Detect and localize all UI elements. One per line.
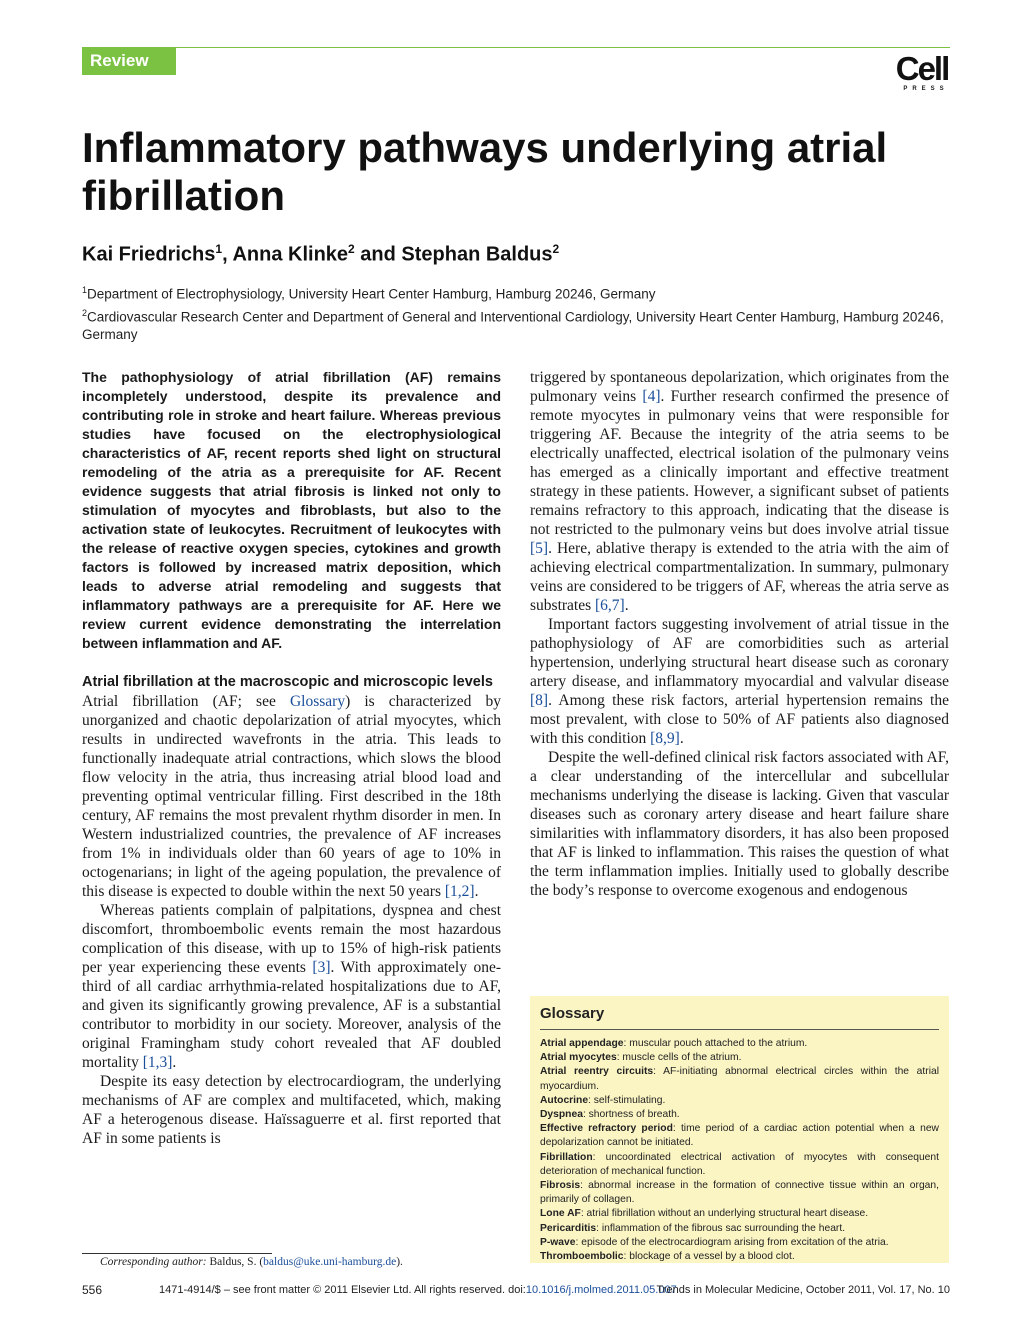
glossary-term: Atrial myocytes <box>540 1052 617 1064</box>
cell-press-logo <box>892 50 952 93</box>
glossary-item <box>540 1222 939 1236</box>
footnote-name: Baldus, S. <box>206 1256 260 1268</box>
footnote-rule <box>82 1253 272 1254</box>
body-paragraph: Despite the well-defined clinical risk factors associated with AF, a clear understanding of the intercellular and subcellular mechanisms underlying the disease is lacking. Given that vascular diseases such as coronary artery disease and heart failure share similarities with inflammatory disorders, it has also been proposed that AF is linked to inflammation. This raises the question of what the term inflammation implies. Initially used to globally describe the body’s response to overcome exogenous and endogenous <box>530 749 949 899</box>
glossary-term: P-wave <box>540 1236 576 1248</box>
citation-link[interactable]: [5] <box>530 540 549 557</box>
glossary-term: Thromboembolic <box>540 1251 624 1263</box>
affiliation-text: Department of Electrophysiology, University Heart Center Hamburg, Hamburg 20246, Germany <box>87 286 656 302</box>
glossary-definition: : blockage of a vessel by a blood clot. <box>623 1251 795 1263</box>
abstract: The pathophysiology of atrial fibrillation (AF) remains incompletely understood, despite its prevalence and contributing role in stroke and heart failure. Whereas previous studies have focused on the electrophysiological characteristics of AF, recent reports shed light on structural remodeling of the atria as a prerequisite for AF. Recent evidence suggests that atrial fibrosis is linked not only to stimulation of myocytes and fibroblasts, but also to the activation state of leukocytes. Recruitment of leukocytes with the release of reactive oxygen species, cytokines and growth factors is followed by increased matrix deposition, which leads to adverse atrial remodeling and suggests that inflammatory pathways are a prerequisite for AF. Here we review current evidence demonstrating the interrelation between inflammation and AF. <box>82 369 501 651</box>
glossary-item <box>540 1207 939 1221</box>
affiliation-item <box>82 304 952 345</box>
text-run: . <box>474 883 479 900</box>
glossary-item <box>540 1065 939 1093</box>
text-run: . Here, ablative therapy is extended to the atria with the aim of achieving electrical compartmentalization. In summary, pulmonary veins are considered to be triggers of AF, whereas the atria serve as substrates <box>530 540 949 614</box>
glossary-box <box>530 996 949 1263</box>
corresponding-author-note <box>100 1256 403 1268</box>
citation-link[interactable]: [8] <box>530 692 549 709</box>
text-run: Whereas patients complain of palpitations, dyspnea and chest discomfort, thromboembolic events remain the most hazardous complication of this disease, with up to 15% of high-risk patients per year experiencing these events <box>82 902 501 976</box>
glossary-item <box>540 1236 939 1250</box>
logo-sub: PRESS <box>903 86 949 92</box>
copyright-line <box>159 1284 677 1296</box>
glossary-term: Atrial appendage <box>540 1038 624 1049</box>
body-paragraph <box>82 901 501 1072</box>
glossary-term: Fibrillation <box>540 1151 593 1163</box>
author-separator: , <box>222 243 233 266</box>
text-run: Atrial fibrillation (AF; see <box>82 693 290 710</box>
citation-link[interactable]: [8,9] <box>650 730 680 747</box>
glossary-term: Lone AF <box>540 1208 581 1220</box>
glossary-term: Dyspnea <box>540 1109 583 1121</box>
logo-main: Cell <box>895 50 949 87</box>
author-separator: and <box>354 243 402 266</box>
citation-link[interactable]: [3] <box>312 959 331 976</box>
body-paragraph: Despite its easy detection by electrocardiogram, the underlying mechanisms of AF are complex and multifaceted, which, making AF a heterogenous disease. Haïssaguerre et al. first reported that AF in some patients is <box>82 1073 501 1147</box>
glossary-term: Fibrosis <box>540 1180 581 1192</box>
affiliation-num: 2 <box>82 307 88 318</box>
email-link[interactable]: baldus@uke.uni-hamburg.de <box>263 1256 397 1268</box>
glossary-term: Effective refractory period <box>540 1123 673 1135</box>
author-name: Anna Klinke <box>232 243 349 266</box>
glossary-item <box>540 1179 939 1207</box>
glossary-definition: : time period of a cardiac action potential when a new depolarization cannot be initiated. <box>540 1123 939 1149</box>
footnote-paren: ). <box>396 1256 403 1268</box>
footnote-label: Corresponding author: <box>100 1256 207 1268</box>
text-run: . <box>172 1054 177 1071</box>
glossary-definition: : muscular pouch attached to the atrium. <box>623 1038 808 1049</box>
glossary-item <box>540 1037 939 1051</box>
author-name: Kai Friedrichs <box>82 243 216 266</box>
article-title: Inflammatory pathways underlying atrial fibrillation <box>82 124 888 219</box>
author-affil-sup: 2 <box>552 242 560 256</box>
body-paragraph <box>530 615 949 748</box>
body-paragraph <box>530 368 949 615</box>
glossary-definition: : AF-initiating abnormal electrical circles within the atrial myocardium. <box>540 1066 939 1092</box>
glossary-definition: : inflammation of the fibrous sac surrounding the heart. <box>596 1222 846 1234</box>
citation-link[interactable]: [1,2] <box>444 883 475 900</box>
footnote-paren: ( <box>259 1256 264 1268</box>
text-run: . <box>679 730 684 747</box>
author-name: Stephan Baldus <box>401 243 553 266</box>
text-run: . <box>624 597 629 614</box>
right-column <box>530 368 949 900</box>
glossary-item <box>540 1051 939 1065</box>
glossary-item <box>540 1250 939 1264</box>
glossary-definition: : atrial fibrillation without an underlying structural heart disease. <box>580 1208 869 1220</box>
glossary-definition: : muscle cells of the atrium. <box>616 1052 742 1064</box>
left-column <box>82 368 501 1148</box>
text-run: . Further research confirmed the presence of remote myocytes in pulmonary veins that were responsible for triggering AF. Because the integrity of the atria seems to be electrically unaffected, electrical isolation of the pulmonary veins has emerged as a clinically important and effective treatment strategy in these patients. However, a significant subset of patients remains refractory to this approach, indicating that the disease is not restricted to the pulmonary veins but does involve atrial tissue <box>530 388 950 538</box>
affiliation-item <box>82 281 952 304</box>
glossary-definition: : self-stimulating. <box>588 1094 666 1106</box>
text-run: . Among these risk factors, arterial hypertension remains the most prevalent, with close to 50% of AF patients also diagnosed with this condition <box>530 692 949 747</box>
glossary-link[interactable]: Glossary <box>289 693 346 710</box>
glossary-item <box>540 1094 939 1108</box>
section-heading: Atrial fibrillation at the macroscopic and microscopic levels <box>82 674 493 690</box>
text-run: Important factors suggesting involvement of atrial tissue in the pathophysiology of AF are comorbidities such as arterial hypertension, underlying structural heart disease such as coronary artery disease, and inflammatory myocardial and valvular disease <box>530 616 949 690</box>
affiliation-text: Cardiovascular Research Center and Department of General and Interventional Cardiology, University Heart Center Hamburg, Hamburg 20246, Germany <box>82 309 944 342</box>
author-list <box>82 242 559 267</box>
glossary-definition: : uncoordinated electrical activation of myocytes with consequent deterioration of mechanical function. <box>540 1151 939 1177</box>
glossary-term: Autocrine <box>540 1094 589 1106</box>
glossary-title: Glossary <box>540 1005 605 1022</box>
glossary-item <box>540 1122 939 1150</box>
header-rule <box>176 47 950 48</box>
text-run: ) is characterized by unorganized and chaotic depolarization of atrial myocytes, which results in undirected wavefronts in the atria. This leads to functionally inadequate atrial contractions, which slows the blood flow velocity in the atria, thus increasing atrial blood load and preventing optimal ventricular filling. First described in the 18th century, AF remains the most prevalent rhythm disorder in men. In Western industrialized countries, the prevalence of AF increases from 1% in individuals older than 60 years of age to 10% in octogenarians; in light of the ageing population, the prevalence of this disease is expected to double within the next 50 years <box>82 693 501 900</box>
text-run: triggered by spontaneous depolarization, which originates from the pulmonary veins <box>530 369 949 405</box>
glossary-term: Pericarditis <box>540 1222 597 1234</box>
glossary-rule <box>540 1029 939 1030</box>
glossary-term: Atrial reentry circuits <box>540 1066 654 1078</box>
glossary-item <box>540 1151 939 1179</box>
author-affil-sup: 2 <box>348 242 355 256</box>
copyright-text: 1471-4914/$ – see front matter © 2011 Elsevier Ltd. All rights reserved. doi: <box>159 1284 526 1296</box>
citation-link[interactable]: [1,3] <box>142 1054 173 1071</box>
author-affil-sup: 1 <box>215 242 223 256</box>
doi-link[interactable]: 10.1016/j.molmed.2011.05.007 <box>525 1284 677 1296</box>
text-run: . With approximately one-third of all cardiac arrhythmia-related hospitalizations due to AF, and given its significantly growing prevalence, AF is a substantial contributor to morbidity in our society. Moreover, analysis of the original Framingham study cohort revealed that AF doubled mortality <box>82 959 501 1071</box>
glossary-item <box>540 1108 939 1122</box>
page-number: 556 <box>82 1283 103 1297</box>
journal-citation: Trends in Molecular Medicine, October 2011, Vol. 17, No. 10 <box>656 1284 950 1296</box>
citation-link[interactable]: [6,7] <box>595 597 625 614</box>
section-tag: Review <box>82 47 176 75</box>
body-paragraph <box>82 692 501 901</box>
affiliation-num: 1 <box>82 285 88 295</box>
glossary-definition: : shortness of breath. <box>582 1109 680 1121</box>
citation-link[interactable]: [4] <box>642 388 661 405</box>
glossary-definition: : episode of the electrocardiogram arising from excitation of the atria. <box>575 1236 889 1248</box>
glossary-definition: : abnormal increase in the formation of connective tissue within an organ, primarily of collagen. <box>540 1180 939 1206</box>
affiliations <box>82 281 952 344</box>
